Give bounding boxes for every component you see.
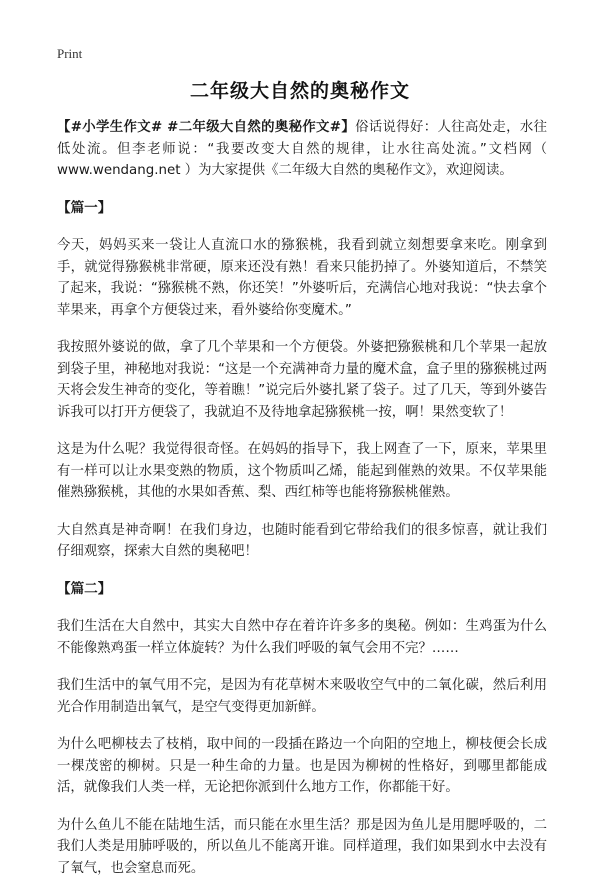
intro-tag: 【#小学生作文# #二年级大自然的奥秘作文#】: [57, 120, 356, 135]
page-title: 二年级大自然的奥秘作文: [189, 80, 410, 102]
section-heading-1: 【篇一】: [57, 199, 112, 216]
article-body: [57, 117, 547, 895]
section-1-paragraph-4: 大自然真是神奇啊！在我们身边，也随时能看到它带给我们的很多惊喜，就让我们仔细观察，探索大自然的奥秘吧！: [57, 522, 547, 559]
print-label: Print: [57, 46, 83, 61]
section-2-paragraph-1: 我们生活在大自然中，其实大自然中存在着许许多多的奥秘。例如：生鸡蛋为什么不能像熟鸡蛋一样立体旋转？为什么我们呼吸的氧气会用不完？……: [57, 619, 547, 656]
section-heading-2: 【篇二】: [57, 580, 112, 597]
intro-paragraph: [57, 117, 547, 182]
section-2-paragraph-4: 为什么鱼儿不能在陆地生活，而只能在水里生活？那是因为鱼儿是用腮呼吸的，二我们人类是用肺呼吸的，所以鱼儿不能离开谁。同样道理，我们如果到水中去没有了氧气，也会窒息而死。: [57, 817, 547, 876]
section-2-paragraph-2: 我们生活中的氧气用不完，是因为有花草树木来吸收空气中的二氧化碳，然后利用光合作用制造出氧气，是空气变得更加新鲜。: [57, 678, 547, 715]
section-1-paragraph-3: 这是为什么呢？我觉得很奇怪。在妈妈的指导下，我上网查了一下，原来，苹果里有一样可以让水果变熟的物质，这个物质叫乙烯，能起到催熟的效果。不仅苹果能催熟猕猴桃，其他的水果如香蕉、梨、西红柿等也能将猕猴桃催熟。: [57, 442, 547, 500]
section-2-paragraph-3: 为什么吧柳枝去了枝梢，取中间的一段插在路边一个向阳的空地上，柳枝便会长成一棵茂密的柳树。只是一种生命的力量。也是因为柳树的性格好，到哪里都能成活，就像我们人类一样，无论把你派到什么地方工作，你都能干好。: [57, 737, 547, 795]
section-1-paragraph-2: 我按照外婆说的做，拿了几个苹果和一个方便袋。外婆把猕猴桃和几个苹果一起放到袋子里，神秘地对我说：“这是一个充满神奇力量的魔术盒，盒子里的猕猴桃过两天将会发生神奇的变化，等着瞧！”说完后外婆扎紧了袋子。过了几天，等到外婆告诉我可以打开方便袋了，我就迫不及待地拿起猕猴桃一按，啊！果然变软了！: [57, 340, 547, 420]
intro-text: 俗话说得好：人往高处走，水往低处流。但李老师说：“我要改变大自然的规律，让水往高处流。”文档网（ www.wendang.net ）为大家提供《二年级大自然的奥秘作文》，欢迎阅读。: [57, 120, 548, 178]
section-1-paragraph-1: 今天，妈妈买来一袋让人直流口水的猕猴桃，我看到就立刻想要拿来吃。刚拿到手，就觉得猕猴桃非常硬，原来还没有熟！看来只能扔掉了。外婆知道后，不禁笑了起来，我说：“猕猴桃不熟，你还笑！”外婆听后，充满信心地对我说：“快去拿个苹果来，再拿个方便袋过来，看外婆给你变魔术。”: [57, 238, 547, 318]
